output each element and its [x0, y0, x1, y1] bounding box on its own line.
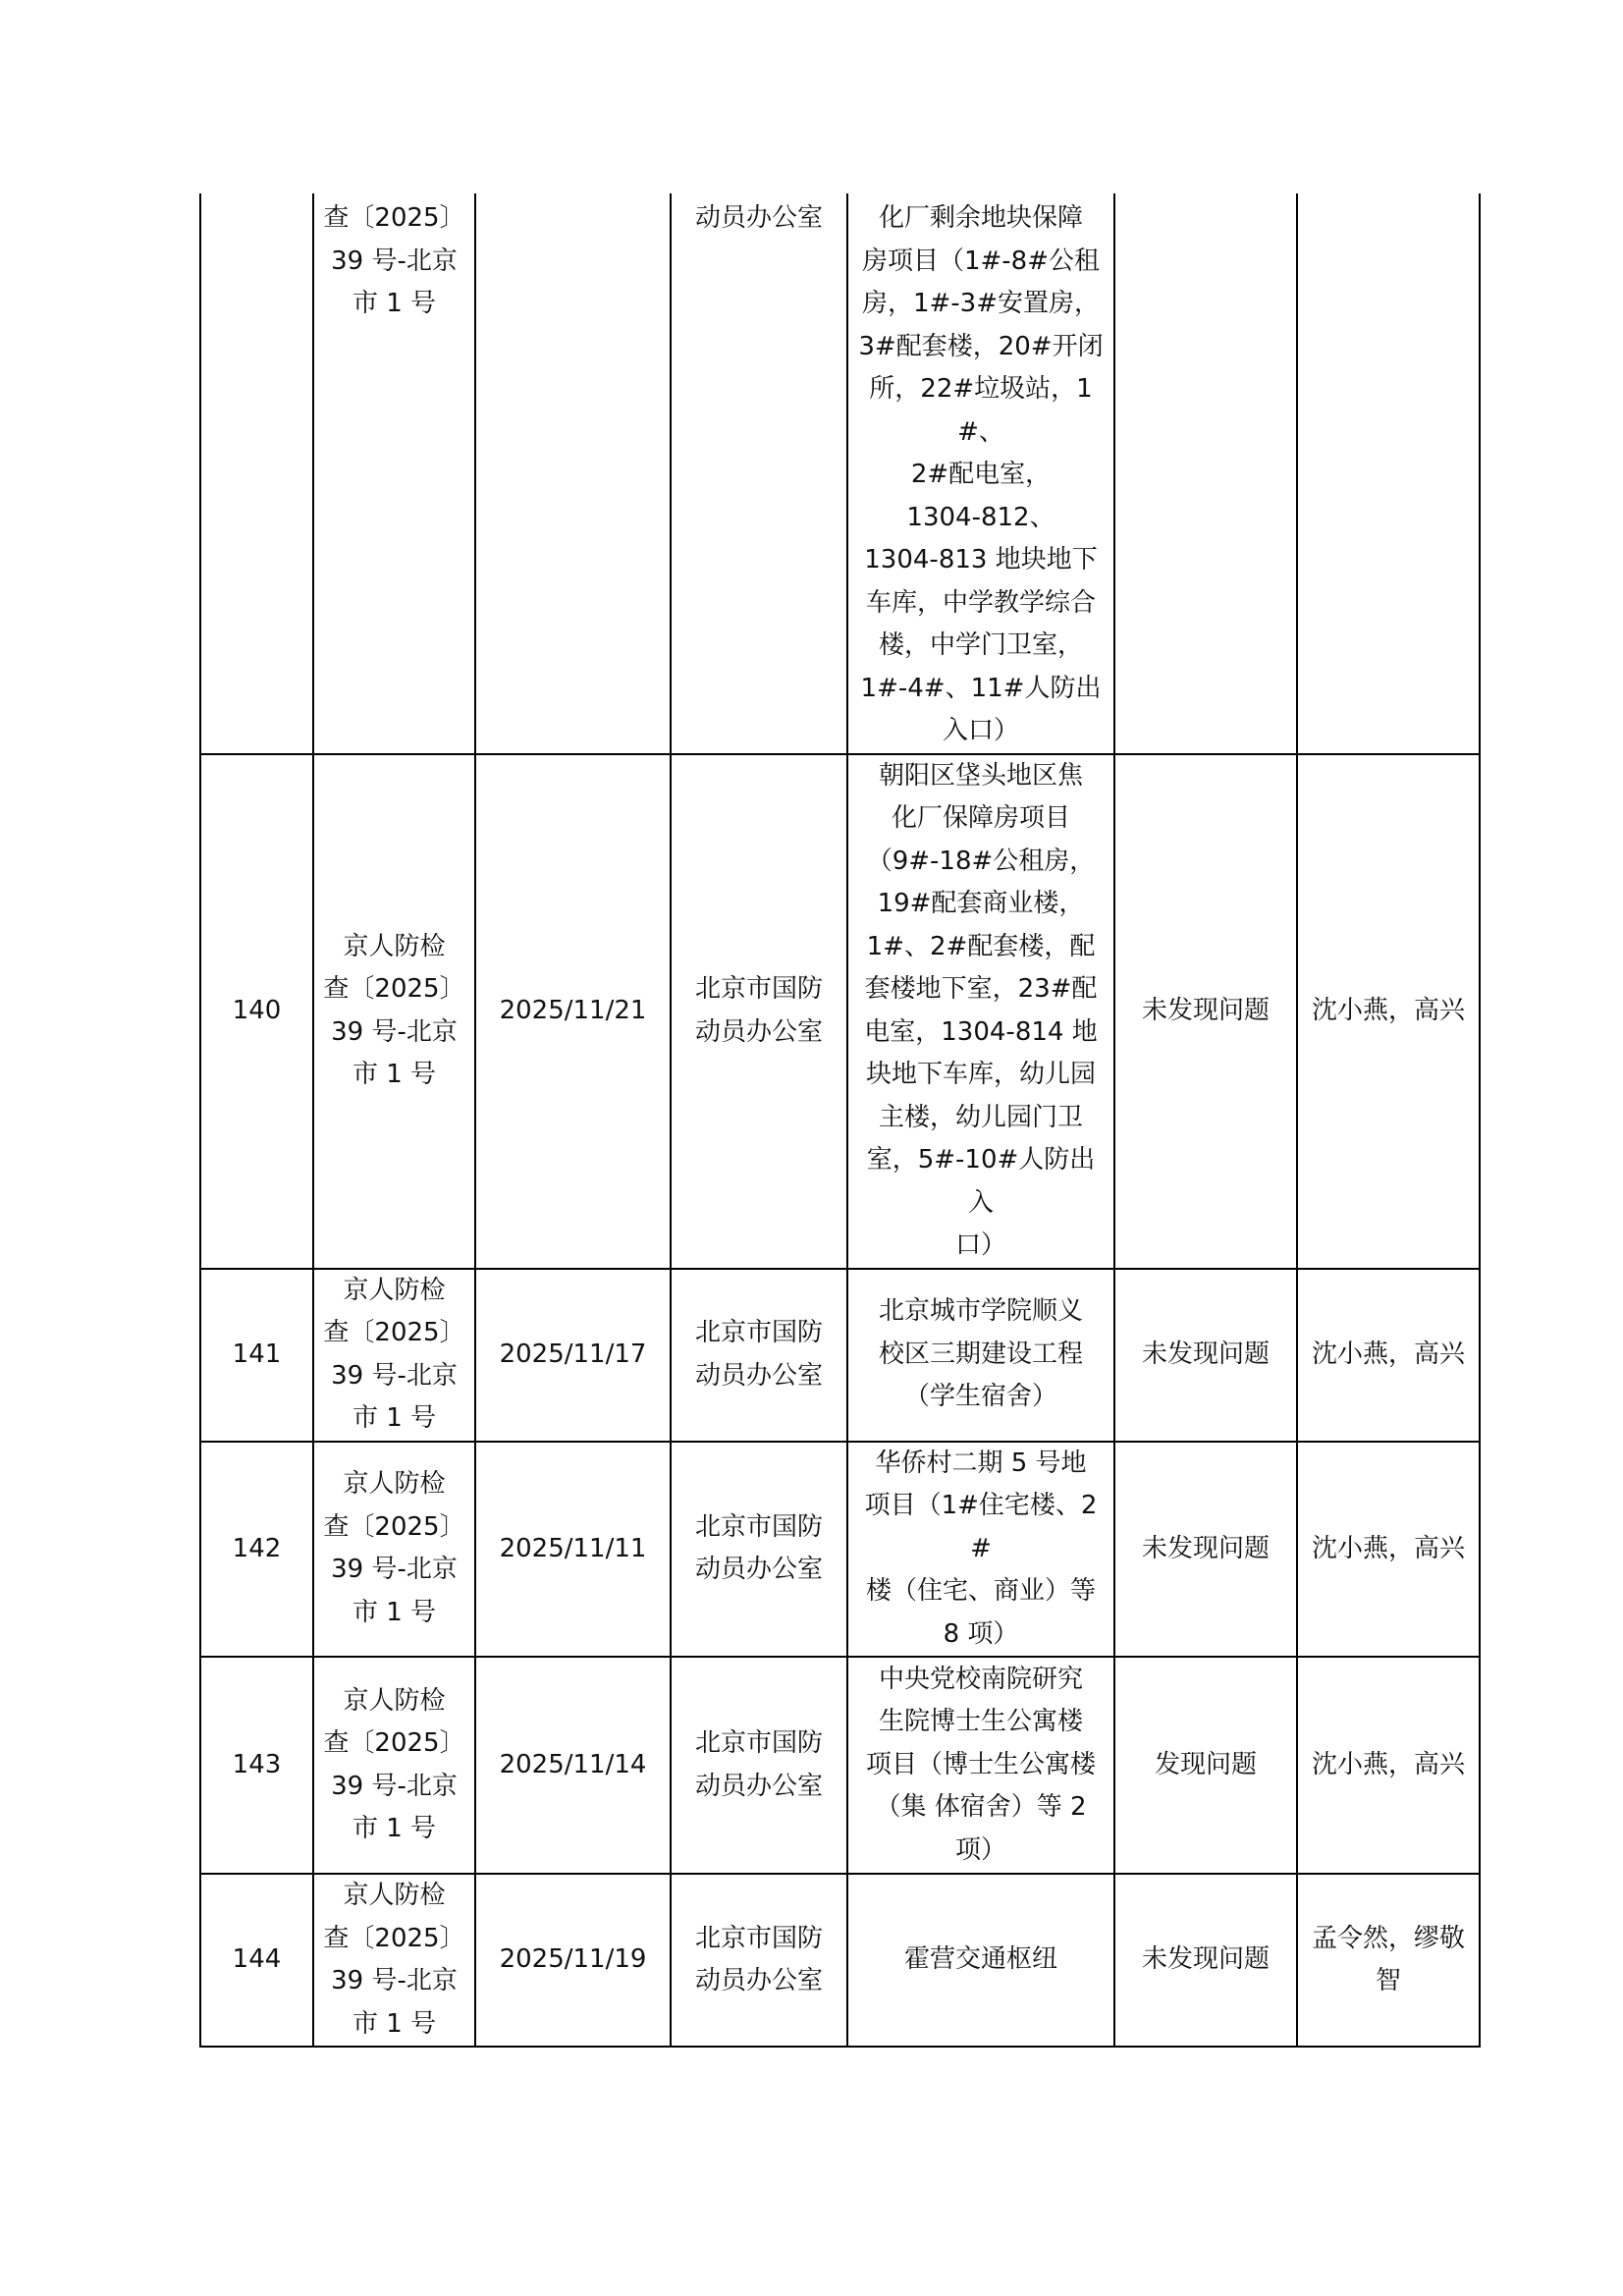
row-number: 143	[232, 1749, 282, 1779]
result-cell	[1114, 754, 1297, 1269]
department: 北京市国防 动员办公室	[694, 974, 823, 1047]
project-name: 霍营交通枢纽	[903, 1944, 1057, 1975]
result-cell	[1114, 1657, 1297, 1874]
document-number: 京人防检 查〔2025〕 39 号-北京 市 1 号	[323, 1881, 465, 2039]
inspection-date-cell	[475, 193, 671, 754]
project-name: 中央党校南院研究 生院博士生公寓楼 项目（博士生公寓楼 （集 体宿舍）等 2 项）	[865, 1664, 1096, 1865]
row-number-cell	[200, 1657, 313, 1874]
document-number: 京人防检 查〔2025〕 39 号-北京 市 1 号	[323, 1685, 465, 1843]
project-name: 华侨村二期 5 号地 项目（1#住宅楼、2# 楼（住宅、商业）等 8 项）	[864, 1448, 1098, 1649]
inspection-date-cell	[475, 1657, 671, 1874]
row-number-cell	[200, 754, 313, 1269]
inspectors: 沈小燕，高兴	[1311, 1533, 1465, 1563]
result-cell	[1114, 193, 1297, 754]
project-cell	[847, 1442, 1114, 1658]
row-number-cell	[200, 193, 313, 754]
inspection-result: 未发现问题	[1141, 1944, 1270, 1975]
inspectors: 孟令然，缪敬 智	[1311, 1923, 1465, 1995]
document-number: 京人防检 查〔2025〕 39 号-北京 市 1 号	[323, 1275, 465, 1433]
row-number-cell	[200, 1874, 313, 2047]
table-row	[200, 1269, 1480, 1442]
table-row	[200, 1657, 1480, 1874]
inspection-date: 2025/11/21	[499, 995, 647, 1025]
row-number: 140	[232, 995, 282, 1025]
department: 北京市国防 动员办公室	[694, 1923, 823, 1995]
inspection-date: 2025/11/14	[499, 1749, 647, 1779]
department: 北京市国防 动员办公室	[694, 1318, 823, 1391]
inspectors-cell	[1297, 193, 1480, 754]
document-number: 查〔2025〕 39 号-北京 市 1 号	[323, 203, 465, 318]
project-name: 化厂剩余地块保障 房项目（1#-8#公租 房，1#-3#安置房， 3#配套楼，20#开闭 所，22#垃圾站，1#、 2#配电室， 1304-812、 1304-813 地块地下 车库，中学教学综合 楼，中学门卫室， 1#-4#、11#人防出 入口）	[858, 203, 1104, 745]
row-number: 144	[232, 1944, 282, 1975]
project-cell	[847, 193, 1114, 754]
result-cell	[1114, 1269, 1297, 1442]
department-cell	[671, 1874, 847, 2047]
project-cell	[847, 1657, 1114, 1874]
document-number-cell	[313, 1874, 475, 2047]
document-number-cell	[313, 754, 475, 1269]
department: 北京市国防 动员办公室	[694, 1728, 823, 1801]
document-number-cell	[313, 1269, 475, 1442]
inspection-result: 未发现问题	[1141, 1339, 1270, 1369]
document-number: 京人防检 查〔2025〕 39 号-北京 市 1 号	[323, 931, 465, 1089]
project-cell	[847, 754, 1114, 1269]
inspection-result: 未发现问题	[1141, 1533, 1270, 1563]
inspectors-cell	[1297, 1442, 1480, 1658]
inspectors-cell	[1297, 1657, 1480, 1874]
inspection-result: 未发现问题	[1141, 995, 1270, 1025]
row-number: 142	[232, 1533, 282, 1563]
row-number-cell	[200, 1442, 313, 1658]
inspection-result: 发现问题	[1154, 1749, 1257, 1779]
table-row	[200, 1442, 1480, 1658]
department-cell	[671, 193, 847, 754]
inspection-date-cell	[475, 1442, 671, 1658]
inspectors-cell	[1297, 1874, 1480, 2047]
inspection-date-cell	[475, 754, 671, 1269]
row-number-cell	[200, 1269, 313, 1442]
inspection-date-cell	[475, 1874, 671, 2047]
table-row	[200, 754, 1480, 1269]
inspection-date: 2025/11/19	[499, 1944, 647, 1975]
inspection-table	[199, 193, 1481, 2048]
table-row	[200, 1874, 1480, 2047]
document-number-cell	[313, 1442, 475, 1658]
result-cell	[1114, 1442, 1297, 1658]
inspectors: 沈小燕，高兴	[1311, 1749, 1465, 1779]
project-name: 朝阳区垡头地区焦 化厂保障房项目 （9#-18#公租房， 19#配套商业楼， 1#、2#配套楼，配 套楼地下室，23#配 电室，1304-814 地 块地下车库，幼儿园 主楼，幼儿园门卫 室，5#-10#人防出入 口）	[864, 760, 1098, 1260]
project-cell	[847, 1874, 1114, 2047]
table-row-continued	[200, 193, 1480, 754]
department-cell	[671, 1442, 847, 1658]
project-cell	[847, 1269, 1114, 1442]
inspection-date: 2025/11/17	[499, 1339, 647, 1369]
result-cell	[1114, 1874, 1297, 2047]
department-cell	[671, 754, 847, 1269]
inspectors: 沈小燕，高兴	[1311, 1339, 1465, 1369]
department-cell	[671, 1269, 847, 1442]
project-name: 北京城市学院顺义 校区三期建设工程 （学生宿舍）	[878, 1296, 1083, 1412]
inspectors-cell	[1297, 1269, 1480, 1442]
department: 动员办公室	[694, 203, 823, 233]
inspection-date-cell	[475, 1269, 671, 1442]
inspectors-cell	[1297, 754, 1480, 1269]
inspectors: 沈小燕，高兴	[1311, 995, 1465, 1025]
department-cell	[671, 1657, 847, 1874]
document-number: 京人防检 查〔2025〕 39 号-北京 市 1 号	[323, 1469, 465, 1627]
inspection-date: 2025/11/11	[499, 1533, 647, 1563]
document-number-cell	[313, 1657, 475, 1874]
document-number-cell	[313, 193, 475, 754]
department: 北京市国防 动员办公室	[694, 1511, 823, 1585]
row-number: 141	[232, 1339, 282, 1369]
